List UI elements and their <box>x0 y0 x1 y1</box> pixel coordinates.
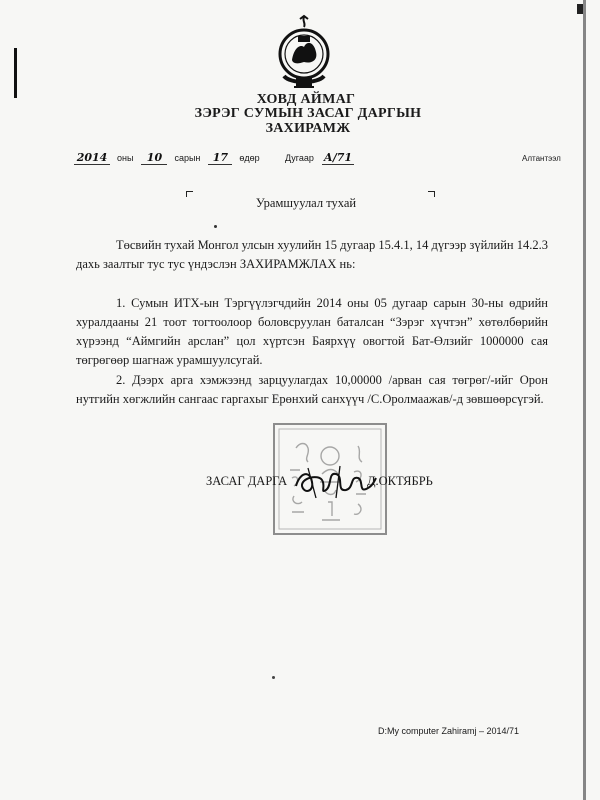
signature-block <box>206 472 486 496</box>
number-row <box>285 148 354 166</box>
scan-dot <box>214 225 217 228</box>
paragraph-basis: Төсвийн тухай Монгол улсын хуулийн 15 дугаар 15.4.1, 14 дүгээр зүйлийн 14.2.3 дахь заалтыг тус тус үндэслэн ЗАХИРАМЖЛАХ нь: <box>76 238 548 271</box>
paragraph-item-2: 2. Дээрх арга хэмжээнд зарцуулагдах 10,00000 /арван сая төгрөг/-ийг Орон нутгийн хөгжлийн сангаас гаргахыг Ерөнхий санхүүч /С.Оролмаажав/-д зөвшөөрсүгэй. <box>76 373 548 406</box>
date-month: 10 <box>141 151 167 165</box>
header-office: ЗЭРЭГ СУМЫН ЗАСАГ ДАРГЫН <box>194 106 422 121</box>
date-month-suffix: сарын <box>174 153 201 163</box>
header-aimag: ХОВД АЙМАГ <box>256 92 356 107</box>
date-row <box>74 148 260 164</box>
date-day-suffix: өдөр <box>239 153 260 163</box>
subject-title: Урамшуулал тухай <box>255 196 357 210</box>
signatory-title: ЗАСАГ ДАРГА <box>206 474 288 488</box>
signatory-name: Д.ОКТЯБРЬ <box>367 474 433 488</box>
state-emblem-icon <box>266 14 342 94</box>
handwritten-signature <box>292 464 378 500</box>
paragraph-item-1: 1. Сумын ИТХ-ын Тэргүүлэгчдийн 2014 оны 05 дугаар сарын 30-ны өдрийн хуралдааны 21 тоот тогтоолоор боловсруулан баталсан “Зэрэг хүчтэн” хөтөлбөрийн хүрээнд “Аймгийн арслан” цол хүртсэн Баярхүү овогтой Бат-Өлзийг 1000000 сая төгрөгөөр шагнаж урамшуулсугай. <box>76 296 548 367</box>
binding-mark <box>14 48 17 98</box>
place-name: Алтантээл <box>522 154 561 163</box>
date-year-suffix: оны <box>117 153 134 163</box>
scan-speck <box>577 4 583 14</box>
number-value: А/71 <box>323 151 353 164</box>
scan-dot <box>272 676 275 679</box>
file-reference: D:My computer Zahiramj – 2014/71 <box>378 726 520 736</box>
header-doc-type: ЗАХИРАМЖ <box>265 121 351 136</box>
date-day: 17 <box>208 151 232 165</box>
date-year: 2014 <box>74 151 110 165</box>
number-label: Дугаар <box>285 153 314 163</box>
